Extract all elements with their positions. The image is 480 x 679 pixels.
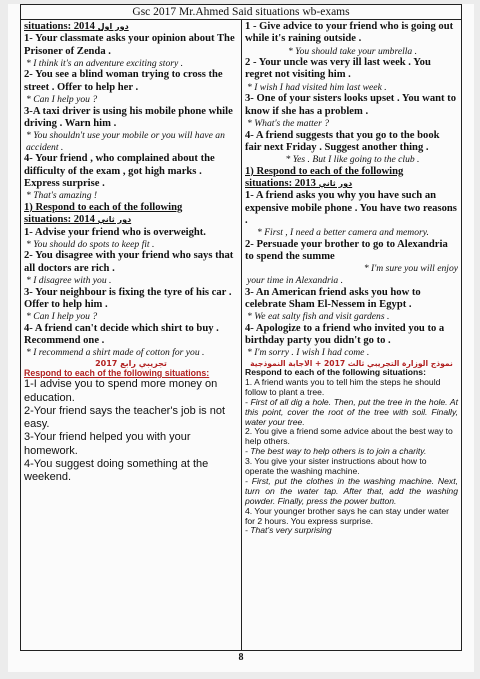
question: 4- A friend can't decide which shirt to buy . Recommend one . — [24, 322, 219, 347]
answer: * First , I need a better camera and memory. — [257, 227, 429, 239]
question: 2 - Your uncle was very ill last week . You regret not visiting him . — [245, 57, 431, 81]
situation: 3. You give your sister instructions about how to operate the washing machine. — [245, 456, 427, 477]
two-column-box — [20, 19, 462, 651]
section-title — [245, 178, 458, 190]
question: 3-A taxi driver is using his mobile phone while driving . Warn him . — [24, 105, 233, 129]
answer: * I wish I had visited him last week . — [247, 81, 387, 93]
answer: your time in Alexandria . — [247, 275, 344, 287]
question: 4- Your friend , who complained about the difficulty of the exam , got high marks . Express surprise . — [24, 153, 215, 190]
answer: * You should take your umbrella . — [287, 45, 418, 57]
answer: * You should do spots to keep fit . — [26, 238, 155, 250]
answer: * What's the matter ? — [247, 117, 329, 129]
answer: * Can I help you ? — [26, 311, 98, 323]
answer: * You shouldn't use your mobile or you will have an accident . — [26, 130, 225, 153]
model-answer: - The best way to help others is to join a charity. — [245, 446, 427, 457]
situation: 2-Your friend says the teacher's job is not easy. — [24, 404, 226, 431]
answer: * Yes . But I like going to the club . — [285, 154, 420, 166]
situation: 1. A friend wants you to tell him the steps he should follow to plant a tree. — [245, 376, 441, 397]
situation: 3-Your friend helped you with your homework. — [24, 431, 191, 457]
section-title: Respond to each of the following situations: — [245, 366, 426, 377]
question: 2- You see a blind woman trying to cross the street . Offer to help her . — [24, 69, 223, 93]
answer: * I'm sorry . I wish I had come . — [247, 347, 370, 359]
section-title: 1) Respond to each of the following — [24, 201, 183, 213]
section-title-text: situations: 2013 — [245, 178, 316, 190]
arabic-label: دور ثاني — [97, 215, 132, 225]
model-answer: - First of all dig a hole. Then, put the tree in the hole. At this point, cover the root of the tree with soil. Finally, water your tree. — [245, 396, 458, 427]
model-answer: - That's very surprising — [245, 525, 332, 536]
question: 1- A friend asks you why you have such an expensive mobile phone . You have two reasons . — [245, 190, 457, 226]
question: 4- Apologize to a friend who invited you to a birthday party you didn't go to . — [245, 322, 445, 347]
question: 3- Your neighbour is fixing the tyre of his car . Offer to help him . — [24, 286, 232, 310]
question: 3- An American friend asks you how to celebrate Sham El-Nessem in Egypt . — [245, 286, 421, 310]
answer: * I think it's an adventure exciting story . — [26, 57, 184, 69]
page-number: 8 — [238, 652, 244, 663]
arabic-exam-label: نموذج الوزارة التجريبي ثالث 2017 + الاجابة النموذجية — [250, 358, 453, 368]
page-header: Gsc 2017 Mr.Ahmed Said situations wb-exams — [20, 4, 462, 20]
situation: 1-I advise you to spend more money on education. — [24, 378, 218, 404]
question: 2- Persuade your brother to go to Alexandria to spend the summe — [245, 238, 448, 263]
section-title — [24, 214, 238, 226]
situation: 4-You suggest doing something at the weekend. — [24, 457, 209, 483]
question: 1 - Give advice to your friend who is going out while it's raining outside . — [245, 21, 454, 45]
question: 3- One of your sisters looks upset . You want to know if she has a problem . — [245, 93, 457, 117]
answer: * I recommend a shirt made of cotton for you . — [26, 347, 205, 359]
answer: * We eat salty fish and visit gardens . — [247, 311, 390, 323]
question: 1- Advise your friend who is overweight. — [24, 226, 206, 238]
section-title: Respond to each of the following situations: — [24, 367, 210, 378]
question: 2- You disagree with your friend who says that all doctors are rich . — [24, 250, 234, 274]
section-title-text: situations: 2014 — [24, 214, 95, 226]
arabic-label: دور ثاني — [318, 179, 353, 189]
model-answer: - First, put the clothes in the washing machine. Next, turn on the water tap. After that, add the washing powder. Finally, press the power button. — [245, 475, 458, 506]
question: 4- A friend suggests that you go to the book fair next Friday . Suggest another thing . — [245, 129, 440, 153]
situation: 2. You give a friend some advice about the best way to help others. — [245, 426, 453, 447]
left-column — [21, 20, 242, 650]
answer: * I disagree with you . — [26, 275, 112, 287]
answer: * Can I help you ? — [26, 94, 98, 106]
section-title: 1) Respond to each of the following — [245, 165, 404, 177]
answer: * I'm sure you will enjoy — [363, 263, 458, 275]
section-title — [24, 21, 238, 33]
worksheet-page — [8, 4, 474, 672]
arabic-exam-label: تجريبي رابع 2017 — [95, 358, 167, 368]
answer: * That's amazing ! — [26, 190, 98, 202]
question: 1- Your classmate asks your opinion about The Prisoner of Zenda . — [24, 33, 235, 57]
section-title-text: situations: 2014 — [24, 21, 95, 32]
situation: 4. Your younger brother says he can stay under water for 2 hours. You express surprise. — [245, 505, 449, 526]
right-column — [242, 20, 461, 650]
arabic-label: دور اول — [97, 22, 129, 31]
